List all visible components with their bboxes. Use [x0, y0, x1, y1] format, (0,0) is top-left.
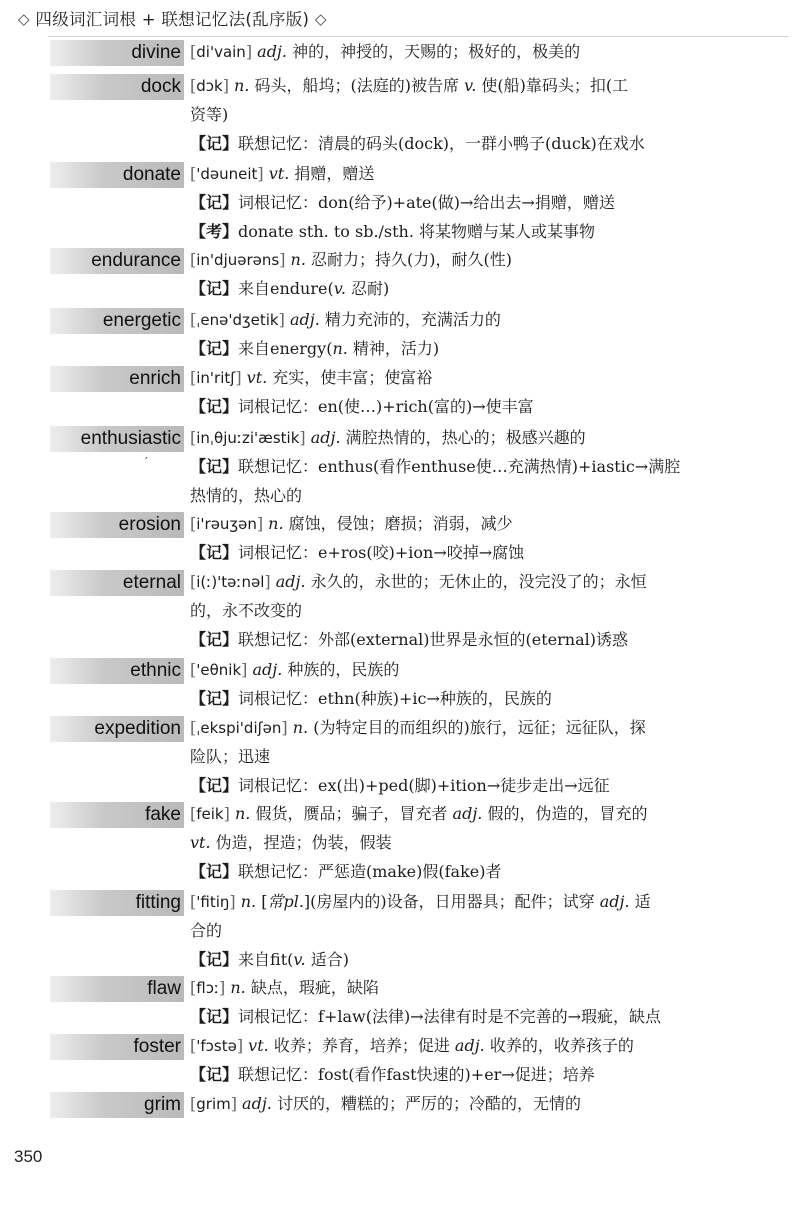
section-tag: 【记】	[190, 689, 239, 708]
text-segment: 联想记忆：fost(看作fast快速的)+er→促进；培养	[238, 1065, 595, 1084]
headword: enrich	[129, 368, 181, 389]
stray-mark: ′	[145, 455, 148, 469]
headword: flaw	[147, 978, 181, 999]
text-segment: ]	[264, 572, 271, 591]
text-segment: ](房屋内的)设备，日用器具；配件；试穿	[303, 892, 600, 911]
text-segment: 联想记忆：enthus(看作enthuse使…充满热情)+iastic→满腔	[238, 457, 681, 476]
definition-line	[190, 599, 302, 623]
definition-line	[190, 220, 595, 244]
text-segment: 捐赠，赠送	[294, 164, 375, 183]
definition-line	[190, 890, 651, 914]
part-of-speech: adj.	[454, 1036, 490, 1055]
definition-line	[190, 132, 645, 156]
text-segment: [	[190, 892, 197, 911]
definition-line	[190, 40, 580, 64]
text-segment: 联想记忆：清晨的码头(dock)，一群小鸭子(duck)在戏水	[238, 134, 645, 153]
definition-line	[190, 628, 628, 652]
headword: eternal	[122, 572, 181, 593]
part-of-speech: n.	[235, 892, 262, 911]
headword: donate	[122, 164, 181, 185]
ornament-right-icon: ◇	[314, 10, 327, 28]
definition-line	[190, 919, 222, 943]
headword: erosion	[118, 514, 181, 535]
definition-line	[190, 1092, 581, 1116]
part-of-speech: adj.	[599, 892, 635, 911]
section-tag: 【记】	[190, 862, 239, 881]
part-of-speech: n.	[285, 250, 312, 269]
text-segment: 充实，使丰富；使富裕	[272, 368, 433, 387]
text-segment: 词根记忆：ex(出)+ped(脚)+ition→徒步走出→远征	[238, 776, 610, 795]
text-segment: 腐蚀，侵蚀；磨损；消弱，减少	[288, 514, 513, 533]
text-segment: ]	[230, 1094, 237, 1113]
part-of-speech: adj.	[252, 42, 293, 61]
text-segment: 假货，赝品；骗子，冒充者	[255, 804, 453, 823]
text-segment: ]	[219, 978, 226, 997]
text-segment: ]	[299, 428, 306, 447]
phonetic: in'djuərəns	[196, 251, 280, 269]
definition-line	[190, 308, 501, 332]
text-segment: 词根记忆：ethn(种族)+ic→种族的，民族的	[238, 689, 552, 708]
text-segment: [	[261, 892, 268, 911]
part-of-speech: vt.	[241, 368, 273, 387]
header-rule	[48, 36, 788, 37]
part-of-speech: v.	[293, 950, 311, 969]
headword: dock	[140, 76, 181, 97]
definition-line	[190, 687, 552, 711]
part-of-speech: vt.	[243, 1036, 274, 1055]
text-segment: 种族的，民族的	[287, 660, 400, 679]
definition-line	[190, 541, 524, 565]
text-segment: ]	[241, 660, 248, 679]
headword: divine	[131, 42, 181, 63]
definition-line	[190, 337, 439, 361]
definition-line	[190, 658, 399, 682]
text-segment: 缺点，瑕疵，缺陷	[250, 978, 379, 997]
text-segment: [	[190, 804, 197, 823]
section-tag: 【记】	[190, 950, 239, 969]
phonetic: i(ː)'təːnəl	[196, 573, 265, 591]
definition-line	[190, 570, 647, 594]
running-header	[18, 6, 327, 30]
definition-line	[190, 802, 647, 826]
part-of-speech: adj.	[452, 804, 488, 823]
section-tag: 【记】	[190, 457, 239, 476]
text-segment: [	[190, 428, 197, 447]
part-of-speech: adj.	[284, 310, 325, 329]
text-segment: ]	[235, 368, 242, 387]
text-segment: 词根记忆：en(使…)+rich(富的)→使丰富	[238, 397, 534, 416]
definition-line	[190, 395, 534, 419]
section-tag: 【记】	[190, 1007, 239, 1026]
definition-line	[190, 162, 374, 186]
text-segment: [	[190, 164, 197, 183]
part-of-speech: vt.	[190, 833, 216, 852]
text-segment: 词根记忆：don(给予)+ate(做)→给出去→捐赠，赠送	[238, 193, 615, 212]
part-of-speech: 常pl.	[267, 892, 304, 911]
phonetic: i'rəuʒən	[196, 515, 257, 533]
text-segment: 适	[634, 892, 651, 911]
headword: enthusiastic	[80, 428, 181, 449]
text-segment: ]	[257, 164, 264, 183]
text-segment: ]	[256, 514, 264, 533]
page-number: 350	[14, 1147, 43, 1166]
part-of-speech: n.	[228, 76, 255, 95]
section-tag: 【记】	[190, 134, 239, 153]
definition-line	[190, 745, 270, 769]
text-segment: 忍耐力；持久(力)，耐久(性)	[311, 250, 512, 269]
definition-line	[190, 774, 610, 798]
headword: fitting	[135, 892, 181, 913]
text-segment: [	[190, 42, 197, 61]
text-segment: ]	[229, 892, 236, 911]
text-segment: 假的，伪造的，冒充的	[487, 804, 648, 823]
text-segment: 词根记忆：e+ros(咬)+ion→咬掉→腐蚀	[238, 543, 525, 562]
phonetic: ˌekspi'diʃən	[196, 719, 282, 737]
phonetic: di'vain	[196, 43, 246, 61]
definition-line	[190, 191, 615, 215]
part-of-speech: n.	[225, 978, 251, 997]
text-segment: ]	[279, 250, 286, 269]
phonetic: inˌθjuːzi'æstik	[196, 429, 300, 447]
text-segment: 码头，船坞；(法庭的)被告席	[254, 76, 465, 95]
definition-line	[190, 976, 379, 1000]
ornament-left-icon: ◇	[18, 10, 30, 28]
text-segment: ]	[223, 804, 230, 823]
text-segment: ]	[236, 1036, 244, 1055]
text-segment: ]	[222, 76, 229, 95]
text-segment: [	[190, 368, 197, 387]
phonetic: dɔk	[196, 77, 223, 95]
text-segment: 来自energy(	[238, 339, 333, 358]
definition-line	[190, 948, 349, 972]
section-tag: 【记】	[190, 193, 239, 212]
headword: expedition	[94, 718, 181, 739]
phonetic: flɔː	[196, 979, 219, 997]
text-segment: [	[190, 1036, 197, 1055]
headword: fake	[145, 804, 181, 825]
definition-line	[190, 512, 513, 536]
definition-line	[190, 860, 502, 884]
definition-line	[190, 426, 586, 450]
definition-line	[190, 716, 646, 740]
text-segment: 资等)	[190, 105, 229, 124]
definition-line	[190, 277, 389, 301]
phonetic: 'eθnik	[196, 661, 242, 679]
text-segment: 满腔热情的，热心的；极感兴趣的	[345, 428, 586, 447]
part-of-speech: adj.	[270, 572, 311, 591]
text-segment: 词根记忆：f+law(法律)→法律有时是不完善的→瑕疵，缺点	[238, 1007, 661, 1026]
text-segment: 讨厌的，糟糕的；严厉的；冷酷的，无情的	[276, 1094, 581, 1113]
definition-line	[190, 831, 392, 855]
text-segment: 联想记忆：外部(external)世界是永恒的(eternal)诱惑	[238, 630, 628, 649]
text-segment: 伪造，捏造；伪装，假装	[215, 833, 392, 852]
text-segment: 精力充沛的，充满活力的	[324, 310, 501, 329]
section-tag: 【记】	[190, 397, 239, 416]
part-of-speech: vt.	[263, 164, 295, 183]
phonetic: 'fitiŋ	[196, 893, 230, 911]
section-tag: 【记】	[190, 630, 239, 649]
phonetic: 'fɔstə	[196, 1037, 237, 1055]
section-tag: 【记】	[190, 1065, 239, 1084]
text-segment: donate sth. to sb./sth. 将某物赠与某人或某事物	[238, 222, 596, 241]
phonetic: feik	[196, 805, 224, 823]
text-segment: [	[190, 76, 197, 95]
text-segment: 适合)	[310, 950, 349, 969]
text-segment: 收养；养育，培养；促进	[273, 1036, 455, 1055]
section-tag: 【记】	[190, 339, 239, 358]
definition-line	[190, 1034, 634, 1058]
phonetic: 'dəuneit	[196, 165, 258, 183]
headword: foster	[133, 1036, 181, 1057]
definition-line	[190, 248, 512, 272]
text-segment: 合的	[190, 921, 223, 940]
phonetic: ˌenə'dʒetik	[196, 311, 279, 329]
text-segment: 收养的，收养孩子的	[489, 1036, 634, 1055]
part-of-speech: n.	[287, 718, 314, 737]
text-segment: 来自fit(	[238, 950, 294, 969]
text-segment: 热情的，热心的	[190, 486, 303, 505]
text-segment: 险队；迅速	[190, 747, 271, 766]
text-segment: [	[190, 310, 197, 329]
definition-line	[190, 455, 680, 479]
text-segment: (为特定目的而组织的)旅行，远征；远征队，探	[313, 718, 646, 737]
headword: ethnic	[130, 660, 181, 681]
text-segment: 的，永不改变的	[190, 601, 303, 620]
text-segment: [	[190, 572, 197, 591]
text-segment: 忍耐)	[351, 279, 390, 298]
definition-line	[190, 1005, 661, 1029]
part-of-speech: n.	[229, 804, 256, 823]
headword: energetic	[102, 310, 181, 331]
text-segment: 使(船)靠码头；扣(工	[481, 76, 629, 95]
text-segment: ]	[245, 42, 253, 61]
headword: grim	[144, 1094, 181, 1115]
text-segment: 精神，活力)	[352, 339, 440, 358]
headword: endurance	[91, 250, 181, 271]
part-of-speech: v.	[333, 279, 352, 298]
definition-line	[190, 103, 228, 127]
definition-line	[190, 74, 628, 98]
section-tag: 【考】	[190, 222, 239, 241]
text-segment: 来自endure(	[238, 279, 334, 298]
header-title: 四级词汇词根 + 联想记忆法(乱序版)	[35, 10, 310, 29]
section-tag: 【记】	[190, 279, 239, 298]
definition-line	[190, 1063, 595, 1087]
text-segment: ]	[281, 718, 288, 737]
text-segment: 联想记忆：严惩造(make)假(fake)者	[238, 862, 502, 881]
text-segment: [	[190, 978, 197, 997]
text-segment: [	[190, 718, 197, 737]
part-of-speech: n.	[263, 514, 289, 533]
part-of-speech: adj.	[247, 660, 288, 679]
text-segment: 神的，神授的，天赐的；极好的，极美的	[292, 42, 581, 61]
text-segment: 永久的，永世的；无休止的，没完没了的；永恒	[310, 572, 647, 591]
text-segment: [	[190, 1094, 197, 1113]
text-segment: [	[190, 250, 197, 269]
text-segment: [	[190, 514, 197, 533]
definition-line	[190, 366, 432, 390]
phonetic: grim	[196, 1095, 231, 1113]
part-of-speech: n.	[332, 339, 353, 358]
part-of-speech: adj.	[305, 428, 346, 447]
text-segment: [	[190, 660, 197, 679]
phonetic: in'ritʃ	[196, 369, 236, 387]
definition-line	[190, 484, 302, 508]
part-of-speech: v.	[464, 76, 482, 95]
section-tag: 【记】	[190, 776, 239, 795]
text-segment: ]	[278, 310, 285, 329]
part-of-speech: adj.	[236, 1094, 277, 1113]
section-tag: 【记】	[190, 543, 239, 562]
